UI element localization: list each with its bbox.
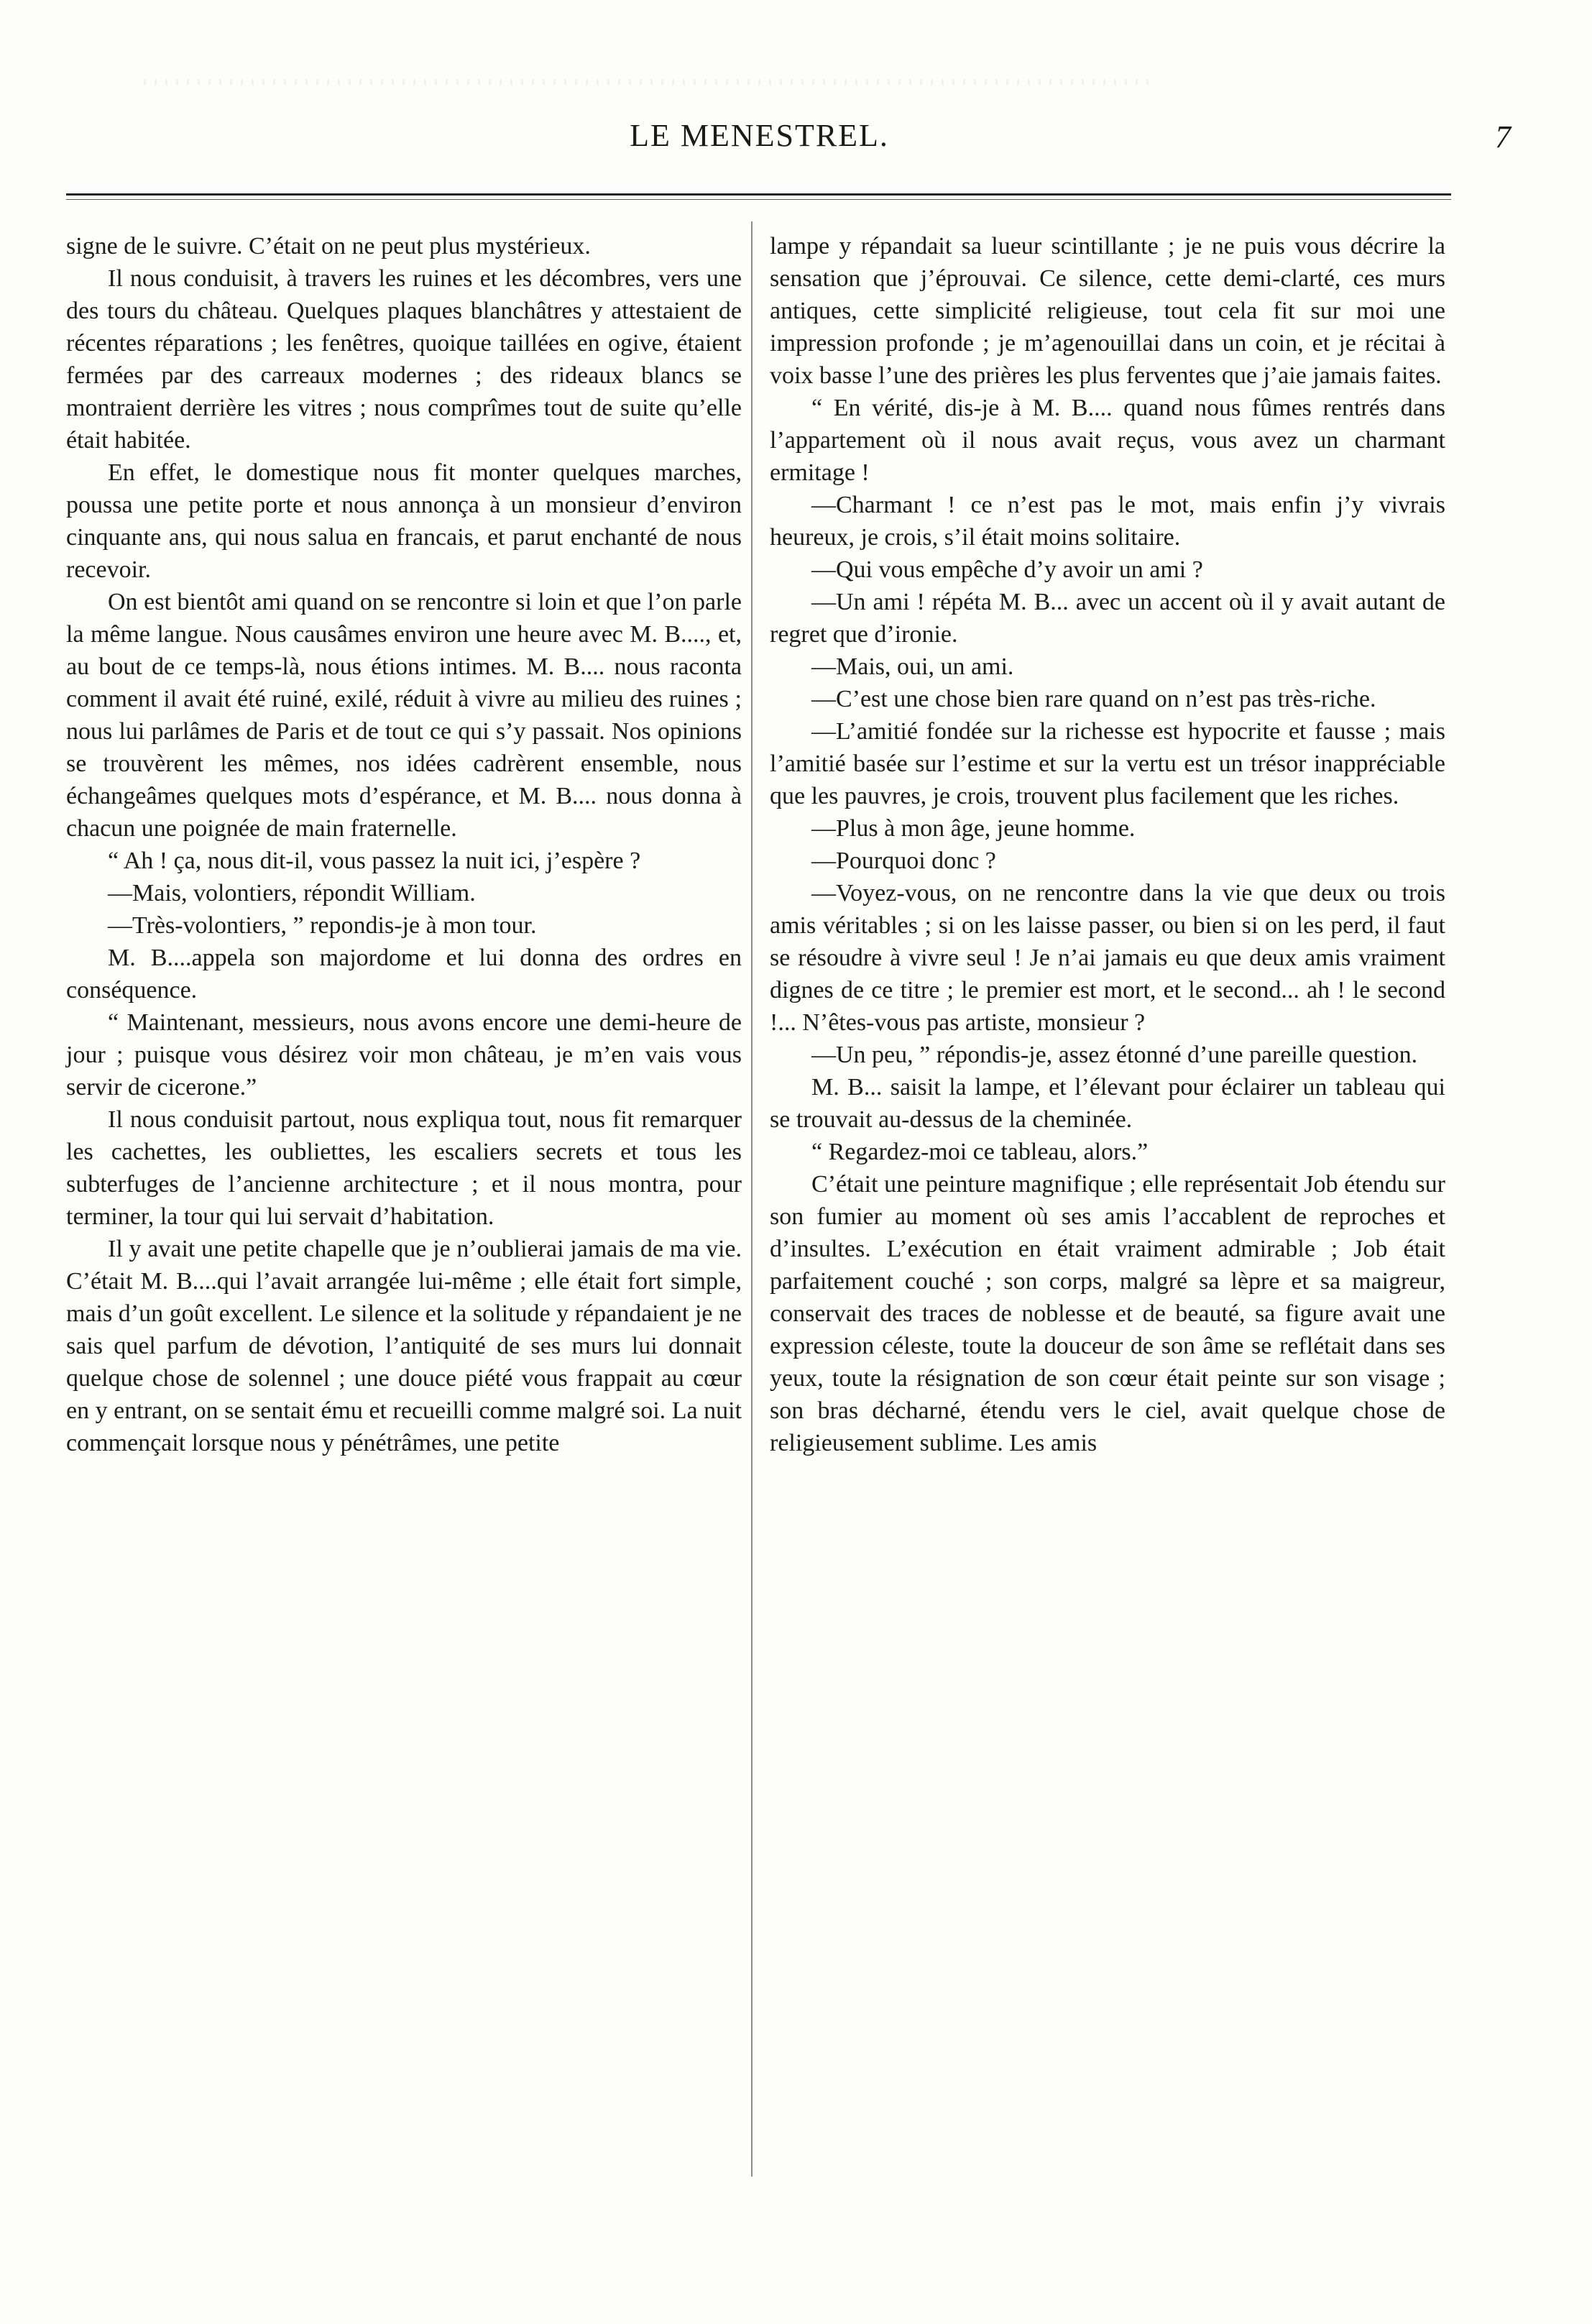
- header-rule: [66, 193, 1451, 196]
- paragraph: En effet, le domestique nous fit monter quelques marches, poussa une petite porte et nous annonça à un monsieur d’environ cinquante ans, qui nous salua en francais, et parut enchanté de nous recevoir.: [66, 459, 742, 583]
- paragraph: signe de le suivre. C’était on ne peut plus mystérieux.: [66, 233, 591, 260]
- right-column: [770, 230, 1445, 1459]
- paragraph: —Un ami ! répéta M. B... avec un accent où il y avait autant de regret que d’ironie.: [770, 589, 1445, 648]
- paragraph: On est bientôt ami quand on se rencontre si loin et que l’on parle la même langue. Nous causâmes environ une heure avec M. B...., et, au bout de ce temps-là, nous étions intimes. M. B.... nous raconta comment il avait été ruiné, exilé, réduit à vivre au milieu des ruines ; nous lui parlâmes de Paris et de tout ce qui s’y passait. Nos opinions se trouvèrent les mêmes, nos idées cadrèrent ensemble, nous échangeâmes quelques mots d’espérance, et M. B.... nous donna à chacun une poignée de main fraternelle.: [66, 589, 742, 842]
- page-header: [62, 111, 1511, 165]
- paragraph: “ Maintenant, messieurs, nous avons encore une demi-heure de jour ; puisque vous désirez voir mon château, je m’en vais vous servir de cicerone.”: [66, 1009, 742, 1101]
- paragraph: Il nous conduisit, à travers les ruines et les décombres, vers une des tours du château. Quelques plaques blanchâtres y attestaient de récentes réparations ; les fenêtres, quoique taillées en ogive, étaient fermées par des carreaux modernes ; des rideaux blancs se montraient derrière les vitres ; nous comprîmes tout de suite qu’elle était habitée.: [66, 265, 742, 454]
- paragraph: “ En vérité, dis-je à M. B.... quand nous fûmes rentrés dans l’appartement où il nous avait reçus, vous avez un charmant ermitage !: [770, 395, 1445, 486]
- paragraph: —Pourquoi donc ?: [811, 848, 996, 874]
- paragraph: lampe y répandait sa lueur scintillante ; je ne puis vous décrire la sensation que j’éprouvai. Ce silence, cette demi-clarté, ces murs antiques, cette simplicité religieuse, tout cela fit sur moi une impression profonde ; je m’agenouillai dans un coin, et je récitai à voix basse l’une des prières les plus ferventes que j’aie jamais faites.: [770, 233, 1445, 389]
- paragraph: —Mais, volontiers, répondit William.: [108, 880, 476, 906]
- paragraph: —Charmant ! ce n’est pas le mot, mais enfin j’y vivrais heureux, je crois, s’il était moins solitaire.: [770, 492, 1445, 551]
- paragraph: —Plus à mon âge, jeune homme.: [811, 815, 1136, 842]
- paragraph: —Voyez-vous, on ne rencontre dans la vie que deux ou trois amis véritables ; si on les laisse passer, ou bien si on les perd, il faut se résoudre à vivre seul ! Je n’ai jamais eu que deux amis vraiment dignes de ce titre ; le premier est mort, et le second... ah ! le second !... N’êtes-vous pas artiste, monsieur ?: [770, 880, 1445, 1036]
- paragraph: “ Ah ! ça, nous dit-il, vous passez la nuit ici, j’espère ?: [108, 848, 641, 874]
- paragraph: C’était une peinture magnifique ; elle représentait Job étendu sur son fumier au moment où ses amis l’accablent de reproches et d’insultes. L’exécution en était vraiment admirable ; Job était parfaitement couché ; son corps, malgré sa lèpre et sa maigreur, conservait des traces de noblesse et de beauté, sa figure avait une expression céleste, toute la douceur de son âme se reflétait dans ses yeux, toute la résignation de son cœur était peinte sur son visage ; son bras décharné, étendu vers le ciel, avait quelque chose de religieusement sublime. Les amis: [770, 1171, 1445, 1456]
- paragraph: —Mais, oui, un ami.: [811, 653, 1014, 680]
- paragraph: —L’amitié fondée sur la richesse est hypocrite et fausse ; mais l’amitié basée sur l’estime et sur la vertu est un trésor inappréciable que les pauvres, je crois, trouvent plus facilement que les riches.: [770, 718, 1445, 809]
- paragraph: —Très-volontiers, ” repondis-je à mon tour.: [108, 912, 537, 939]
- paragraph: Il y avait une petite chapelle que je n’oublierai jamais de ma vie. C’était M. B....qui l’avait arrangée lui-même ; elle était fort simple, mais d’un goût excellent. Le silence et la solitude y répandaient je ne sais quel parfum de dévotion, l’antiquité de ses murs lui donnait quelque chose de solennel ; une douce piété vous frappait au cœur en y entrant, on se sentait ému et recueilli comme malgré soi. La nuit commençait lorsque nous y pénétrâmes, une petite: [66, 1236, 742, 1456]
- running-title: LE MENESTREL.: [630, 118, 889, 153]
- paper-speckle: [144, 79, 1150, 85]
- paragraph: —C’est une chose bien rare quand on n’est pas très-riche.: [811, 686, 1376, 712]
- paragraph: —Qui vous empêche d’y avoir un ami ?: [811, 556, 1203, 583]
- page-number: 7: [1495, 119, 1511, 155]
- paragraph: —Un peu, ” répondis-je, assez étonné d’une pareille question.: [811, 1042, 1418, 1068]
- paragraph: M. B....appela son majordome et lui donna des ordres en conséquence.: [66, 945, 742, 1003]
- header-rule-thin: [66, 199, 1451, 200]
- column-divider: [751, 221, 753, 2177]
- left-column: [66, 230, 742, 1459]
- paragraph: M. B... saisit la lampe, et l’élevant pour éclairer un tableau qui se trouvait au-dessus de la cheminée.: [770, 1074, 1445, 1133]
- paragraph: “ Regardez-moi ce tableau, alors.”: [811, 1139, 1149, 1165]
- paragraph: Il nous conduisit partout, nous expliqua tout, nous fit remarquer les cachettes, les oubliettes, les escaliers secrets et tous les subterfuges de l’ancienne architecture ; et il nous montra, pour terminer, la tour qui lui servait d’habitation.: [66, 1106, 742, 1230]
